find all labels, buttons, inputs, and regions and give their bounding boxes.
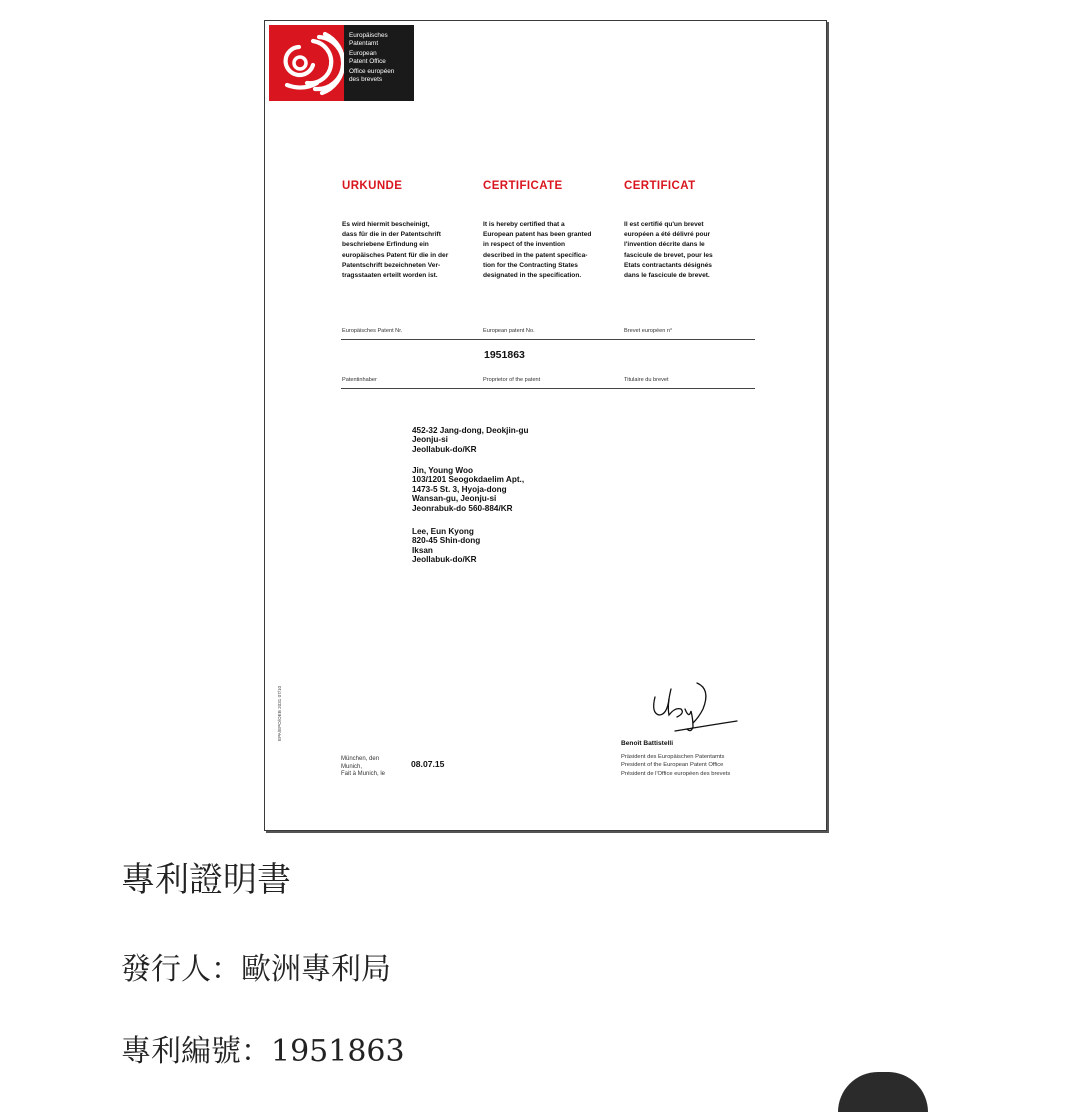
epo-logo-text <box>344 25 414 101</box>
floating-button[interactable] <box>838 1072 928 1112</box>
patent-number: 1951863 <box>484 349 525 361</box>
logo-text-line: Patent Office <box>349 57 386 65</box>
proprietor-label-de: Patentinhaber <box>342 377 377 383</box>
divider <box>341 339 755 340</box>
logo-text-line: European <box>349 50 377 58</box>
issue-date: 08.07.15 <box>411 759 445 769</box>
patent-number-label-en: European patent No. <box>483 328 535 334</box>
signer-name: Benoît Battistelli <box>621 740 674 747</box>
statement-english: It is hereby certified that a European patent has been granted in respect of the invention described in the patent specifica- tion for the Contracting States designated in the specification. <box>483 221 592 280</box>
place-of-issue: München, den Munich, Fait à Munich, le <box>341 756 386 778</box>
patent-number-label-de: Europäisches Patent Nr. <box>342 328 403 334</box>
heading-certificate: CERTIFICATE <box>483 180 563 192</box>
caption-patent-number: 專利編號：1951863 <box>121 1034 405 1069</box>
signer-titles: Präsident des Europäischen Patentamts President of the European Patent Office Président de l'Office européen des brevets <box>621 754 731 777</box>
logo-text-line: Office européen <box>349 68 395 76</box>
logo-text-line: des brevets <box>349 75 383 83</box>
heading-certificat: CERTIFICAT <box>624 180 696 192</box>
patent-number-label-fr: Brevet européen n° <box>624 328 673 334</box>
epo-emblem-icon <box>269 25 344 101</box>
signature-icon <box>641 679 741 742</box>
proprietor-address-2: Jin, Young Woo 103/1201 Seogokdaelim Apt., 1473-5 St. 3, Hyoja-dong Wansan-gu, Jeonju-si Jeonrabuk-do 560-884/KR <box>412 466 525 513</box>
proprietor-address-1: 452-32 Jang-dong, Deokjin-gu Jeonju-si Jeollabuk-do/KR <box>412 426 529 454</box>
statement-german: Es wird hiermit bescheinigt, dass für die in der Patentschrift beschriebene Erfindung ein europäisches Patent für die in der Patentschrift bezeichneten Ver- tragsstaaten erteilt worden ist. <box>342 221 449 280</box>
proprietor-label-en: Proprietor of the patent <box>483 377 541 383</box>
statement-french: Il est certifié qu'un brevet européen a été délivré pour l'invention décrite dans le fascicule de brevet, pour les Etats contractants désignés dans le fascicule de brevet. <box>624 221 713 280</box>
certificate-document <box>264 20 827 831</box>
logo-text-line: Patentamt <box>349 39 379 47</box>
proprietor-address-3: Lee, Eun Kyong 820-45 Shin-dong Iksan Jeollabuk-do/KR <box>412 527 481 565</box>
caption-issuer: 發行人：歐洲專利局 <box>121 952 391 987</box>
heading-urkunde: URKUNDE <box>342 180 403 192</box>
caption-title: 專利證明書 <box>121 860 291 900</box>
epo-logo <box>269 25 414 101</box>
divider <box>341 388 755 389</box>
form-code: EPA/EPO/OEB 2031 07/10 <box>277 685 282 741</box>
proprietor-label-fr: Titulaire du brevet <box>624 377 669 383</box>
logo-text-line: Europäisches <box>349 32 388 39</box>
